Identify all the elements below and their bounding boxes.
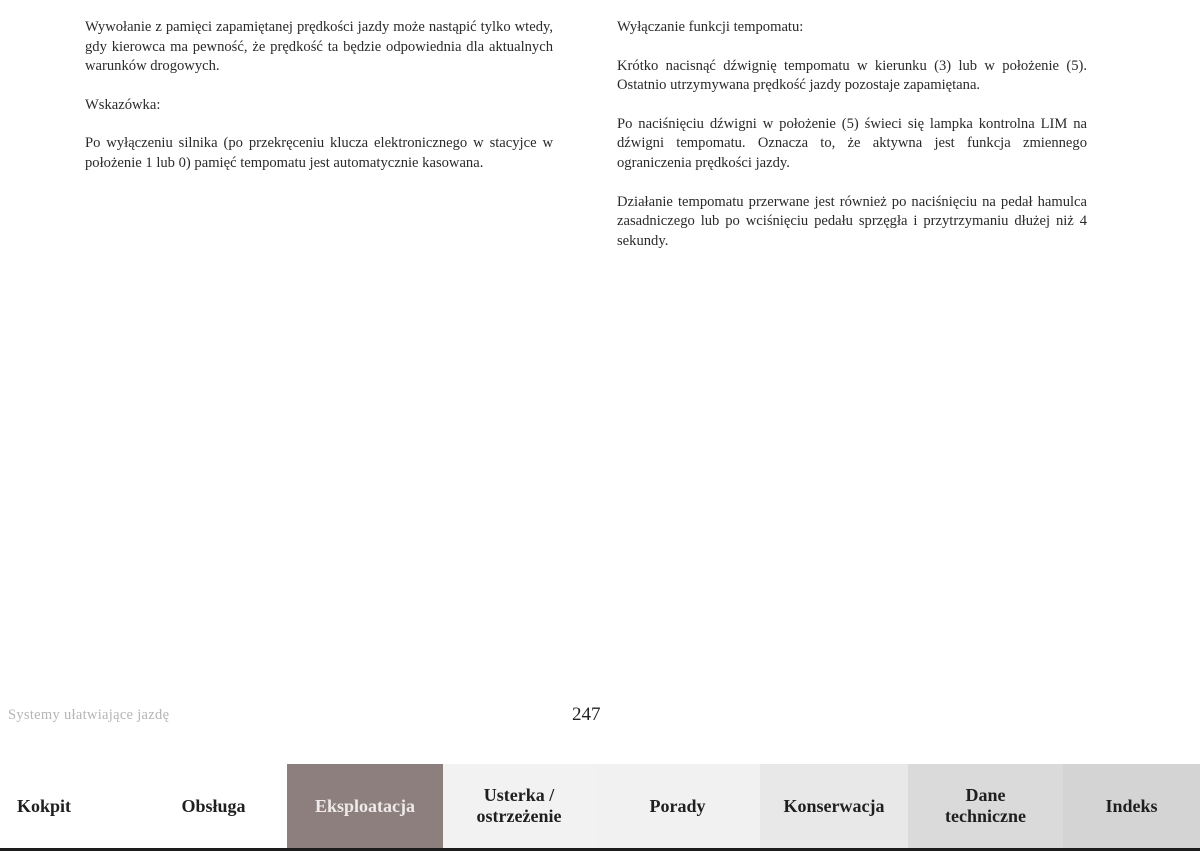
left-column — [85, 18, 553, 193]
tab-eksploatacja[interactable]: Eksploatacja — [287, 764, 443, 848]
right-column — [617, 18, 1087, 270]
section-heading-cruise-off: Wyłączanie funkcji tempomatu: — [617, 19, 804, 35]
tab-konserwacja[interactable]: Konserwacja — [760, 764, 908, 848]
page-number: 247 — [572, 704, 601, 725]
tab-usterka-ostrzezenie[interactable]: Usterka / ostrzeżenie — [443, 764, 595, 848]
paragraph-lim-lamp: Po naciśnięciu dźwigni w położenie (5) świeci się lampka kontrolna LIM na dźwigni tempomatu. Oznacza to, że aktywna jest funkcja zmiennego ograniczenia prędkości jazdy. — [617, 115, 1087, 171]
note-heading: Wskazówka: — [85, 96, 161, 113]
section-title: Systemy ułatwiające jazdę — [8, 707, 170, 723]
tab-porady[interactable]: Porady — [595, 764, 760, 848]
tab-obsluga[interactable]: Obsługa — [140, 764, 287, 848]
tab-dane-techniczne[interactable]: Dane techniczne — [908, 764, 1063, 848]
paragraph-memory-cleared: Po wyłączeniu silnika (po przekręceniu klucza elektronicznego w stacyjce w położenie 1 lub 0) pamięć tempomatu jest automatycznie kasowana. — [85, 135, 553, 171]
paragraph-recall-speed: Wywołanie z pamięci zapamiętanej prędkości jazdy może nastąpić tylko wtedy, gdy kierowca ma pewność, że prędkość ta będzie odpowiednia dla aktualnych warunków drogowych. — [85, 19, 553, 75]
paragraph-interruption: Działanie tempomatu przerwane jest również po naciśnięciu na pedał hamulca zasadniczego lub po wciśnięciu pedału sprzęgła i przytrzymaniu dłużej niż 4 sekundy. — [617, 193, 1087, 249]
tab-kokpit[interactable]: Kokpit — [0, 764, 140, 848]
paragraph-press-lever: Krótko nacisnąć dźwignię tempomatu w kierunku (3) lub w położenie (5). Ostatnio utrzymywana prędkość jazdy pozostaje zapamiętana. — [617, 57, 1087, 94]
tab-indeks[interactable]: Indeks — [1063, 764, 1200, 848]
chapter-navigation — [0, 764, 1200, 848]
